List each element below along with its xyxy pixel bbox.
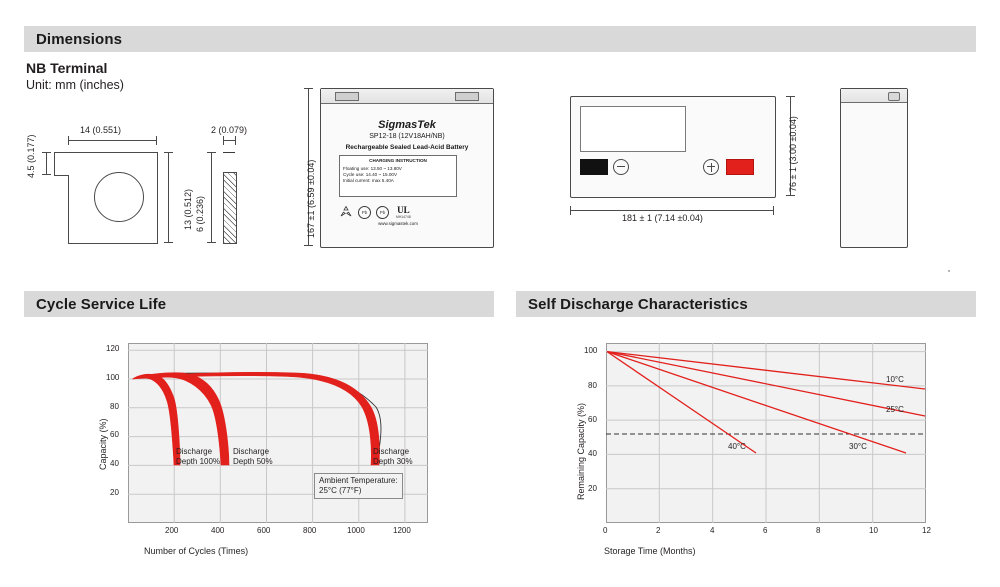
ytick-self-80: 80: [588, 381, 597, 390]
series-label-10c: 10°C: [886, 375, 904, 384]
series-label-30c: 30°C: [849, 442, 867, 451]
xtick-cycle-200: 200: [165, 526, 179, 535]
charging-line-1: Floating use: 13.50 ~ 13.80V: [343, 165, 402, 171]
yaxis-title-self: Remaining Capacity (%): [576, 402, 586, 500]
plus-symbol-icon: [703, 159, 719, 175]
ytick-cycle-20: 20: [110, 488, 119, 497]
tick: [42, 174, 51, 175]
xtick-self-8: 8: [816, 526, 821, 535]
pb-icon-2: Pb: [376, 206, 389, 219]
plate-section-hatch: [223, 172, 237, 244]
xtick-cycle-400: 400: [211, 526, 225, 535]
tick: [773, 206, 774, 215]
ytick-cycle-100: 100: [106, 373, 120, 382]
dim-label-plate-height: 6 (0.236): [195, 195, 205, 232]
dim-line-battery-length: [570, 210, 774, 211]
charging-line-2: Cycle use: 14.40 ~ 15.00V: [343, 171, 398, 177]
charging-instruction-title: CHARGING INSTRUCTION: [369, 158, 427, 163]
series-label-40c: 40°C: [728, 442, 746, 451]
dim-label-terminal-width: 14 (0.551): [80, 125, 122, 135]
tick: [164, 242, 173, 243]
xtick-self-4: 4: [710, 526, 715, 535]
plot-svg-self: [606, 343, 926, 523]
label-url: www.sigmastek.com: [378, 221, 418, 226]
annot-depth-30: Discharge Depth 30%: [373, 447, 413, 466]
terminal-hole: [94, 172, 144, 222]
dim-label-battery-length: 181 ± 1 (7.14 ±0.04): [622, 213, 703, 223]
ytick-cycle-80: 80: [110, 402, 119, 411]
nb-terminal-heading: NB Terminal: [26, 60, 108, 76]
tick: [164, 152, 173, 153]
dim-line-terminal-tab: [46, 152, 47, 174]
charging-line-3: Initial current: max 5.40A: [343, 178, 394, 184]
terminal-negative: [335, 92, 359, 101]
ytick-self-100: 100: [584, 346, 598, 355]
terminal-tab-outline: [54, 152, 69, 176]
registration-dot: [948, 270, 950, 272]
dim-label-terminal-tab: 4.5 (0.177): [26, 134, 36, 178]
pb-icon: Pb: [358, 206, 371, 219]
terminal-positive: [455, 92, 479, 101]
ytick-cycle-60: 60: [110, 430, 119, 439]
dim-line-plate-height: [211, 152, 212, 242]
vent-icon: [888, 92, 900, 101]
chart-cycle-service-life: [24, 325, 494, 575]
minus-symbol-icon: [613, 159, 629, 175]
label-model: SP12-18 (12V18AH/NB): [369, 133, 445, 140]
positive-pad: [726, 159, 754, 175]
ytick-cycle-120: 120: [106, 344, 120, 353]
dim-group-battery-length: [570, 200, 774, 226]
tick: [570, 206, 571, 215]
section-title-dimensions: Dimensions: [36, 30, 123, 48]
tick: [235, 136, 236, 145]
dim-label-terminal-height: 13 (0.512): [183, 188, 193, 230]
dim-label-plate-thickness: 2 (0.079): [211, 125, 248, 135]
xaxis-title-self: Storage Time (Months): [604, 546, 696, 556]
tick: [68, 136, 69, 145]
dim-line-plate-thickness: [223, 140, 235, 141]
xtick-cycle-600: 600: [257, 526, 271, 535]
charging-instruction-box: [339, 155, 457, 197]
battery-top-view: [570, 96, 776, 198]
section-title-cycle: Cycle Service Life: [36, 295, 167, 313]
label-brand: SigmasTek: [378, 119, 436, 131]
dim-label-battery-height: 167 ±1 (6.59 ±0.04): [306, 159, 316, 238]
xtick-cycle-1000: 1000: [347, 526, 365, 535]
tick: [223, 136, 224, 145]
unit-note: Unit: mm (inches): [26, 78, 124, 92]
annot-depth-100: Discharge Depth 100%: [176, 447, 221, 466]
dim-label-battery-width: 76 ± 1 (3.00 ±0.04): [788, 116, 798, 192]
xtick-self-6: 6: [763, 526, 768, 535]
dim-group-battery-width: [778, 96, 818, 196]
label-type: Rechargeable Sealed Lead-Acid Battery: [345, 144, 469, 151]
chart-self-discharge: [516, 325, 976, 575]
ytick-cycle-40: 40: [110, 459, 119, 468]
yaxis-title-cycle: Capacity (%): [98, 418, 108, 470]
recycle-icon: [339, 205, 353, 219]
battery-front-view: [320, 88, 494, 248]
tick: [304, 88, 313, 89]
tick: [42, 152, 51, 153]
terminal-plate-drawing: [195, 120, 295, 250]
annot-depth-50: Discharge Depth 50%: [233, 447, 273, 466]
battery-top-recess: [580, 106, 686, 152]
ytick-self-20: 20: [588, 484, 597, 493]
tick: [786, 96, 795, 97]
negative-pad: [580, 159, 608, 175]
battery-end-view: [840, 88, 908, 248]
ul-mark-icon: UL: [397, 205, 410, 215]
series-label-25c: 25°C: [886, 405, 904, 414]
dim-group-battery-height: [296, 88, 320, 246]
xtick-cycle-1200: 1200: [393, 526, 411, 535]
ytick-self-60: 60: [588, 415, 597, 424]
xtick-self-2: 2: [656, 526, 661, 535]
xtick-self-12: 12: [922, 526, 931, 535]
annot-ambient-temperature: Ambient Temperature: 25°C (77°F): [314, 473, 403, 499]
ytick-self-40: 40: [588, 449, 597, 458]
plate-top-edge: [223, 152, 235, 153]
dim-line-terminal-height: [168, 152, 169, 242]
section-header-cycle: [24, 291, 494, 317]
xaxis-title-cycle: Number of Cycles (Times): [144, 546, 249, 556]
xtick-self-10: 10: [869, 526, 878, 535]
xtick-cycle-800: 800: [303, 526, 317, 535]
tick: [207, 242, 216, 243]
section-header-self-discharge: [516, 291, 976, 317]
tick: [304, 245, 313, 246]
dim-line-terminal-width: [68, 140, 156, 141]
tick: [786, 195, 795, 196]
tick: [156, 136, 157, 145]
label-icon-row: [339, 201, 457, 223]
section-title-self-discharge: Self Discharge Characteristics: [528, 295, 748, 313]
ul-caption: MH14748: [396, 215, 411, 219]
xtick-self-0: 0: [603, 526, 608, 535]
tick: [207, 152, 216, 153]
section-header-dimensions: [24, 26, 976, 52]
